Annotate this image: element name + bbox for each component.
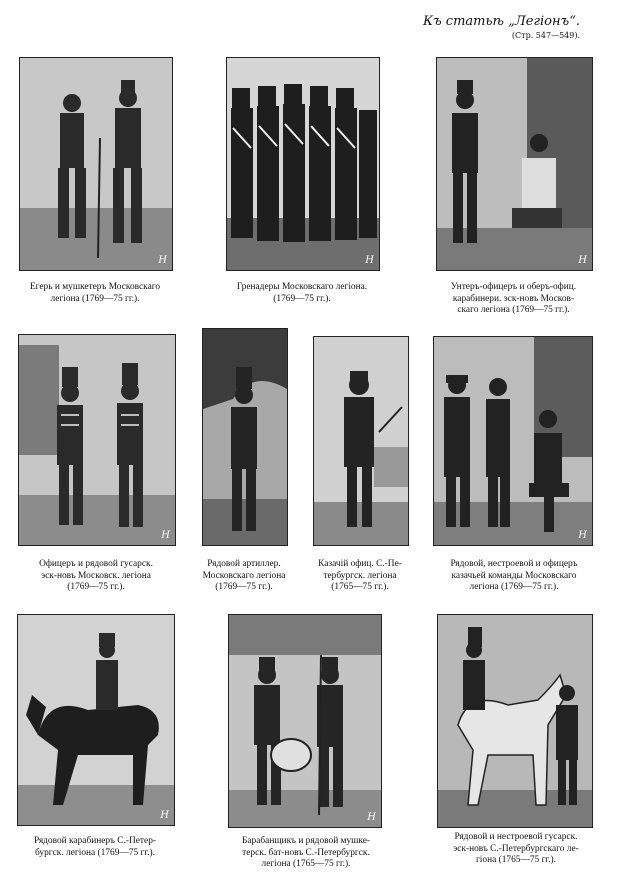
caption-line: (1769—75 гг.). xyxy=(273,293,331,304)
plate-image-1 xyxy=(19,57,173,271)
header-page-reference: (Стр. 547—549). xyxy=(511,31,580,40)
caption-line: эск-новъ С.-Петербургскаго ле- xyxy=(453,843,579,854)
caption-line: казачьей команды Московскаго xyxy=(451,570,577,581)
plate-monogram: Н xyxy=(161,530,170,541)
caption-line: Московскаго легіона xyxy=(202,570,286,581)
caption-line: Егерь и мушкетеръ Московскаго xyxy=(29,282,161,292)
plate-caption-7 xyxy=(426,559,602,594)
plate-caption-2 xyxy=(212,282,392,305)
plate-monogram: Н xyxy=(365,255,374,266)
plate-caption-10 xyxy=(428,832,604,867)
caption-line: Рядовой артиллер. xyxy=(207,559,281,569)
caption-line: Офицеръ и рядовой гусарск. xyxy=(39,559,153,569)
plate-monogram: Н xyxy=(578,530,587,541)
caption-line: легіона (1769—75 гг.). xyxy=(469,582,559,592)
caption-line: Казачій офиц. С.-Пе- xyxy=(318,559,402,569)
page-header xyxy=(423,14,580,41)
caption-line: легіона (1765—75 гг.). xyxy=(261,859,351,869)
caption-line: (1765—75 гг.). xyxy=(331,582,389,592)
plate-image-10 xyxy=(437,614,593,828)
plate-caption-4 xyxy=(8,559,184,594)
caption-line: карабинери. эск-новъ Москов- xyxy=(452,293,575,304)
plate-image-3 xyxy=(436,57,593,271)
caption-line: (1769—75 гг.). xyxy=(215,582,273,592)
caption-line: бургск. легіона (1769—75 гг.). xyxy=(35,847,155,858)
plate-caption-1 xyxy=(10,282,180,305)
caption-line: Унтеръ-офицеръ и оберъ-офиц. xyxy=(450,282,577,292)
caption-line: гіона (1765—75 гг.). xyxy=(475,855,557,865)
plate-caption-9 xyxy=(216,836,396,871)
plate-image-9 xyxy=(228,614,382,828)
caption-line: тербургск. легіона xyxy=(323,570,397,581)
plate-image-5 xyxy=(202,328,288,546)
plate-caption-3 xyxy=(426,282,601,317)
plate-monogram: Н xyxy=(158,255,167,266)
plate-image-2 xyxy=(226,57,380,271)
caption-line: скаго легіона (1769—75 гг.). xyxy=(457,305,570,315)
plate-image-4 xyxy=(18,334,176,546)
caption-line: Рядовой карабинеръ С.-Петер- xyxy=(33,836,157,846)
caption-line: Рядовой и нестроевой гусарск. xyxy=(454,832,578,842)
caption-line: Гренадеры Московскаго легіона. xyxy=(236,282,368,292)
plate-caption-6 xyxy=(300,559,420,594)
caption-line: терск. бат-новъ С.-Петербургск. xyxy=(242,847,370,858)
caption-line: Рядовой, нестроевой и офицеръ xyxy=(450,559,578,569)
plate-monogram: Н xyxy=(160,810,169,821)
caption-line: легіона (1769—75 гг.). xyxy=(50,293,140,304)
caption-line: (1769—75 гг.). xyxy=(67,582,125,592)
caption-line: Барабанщикъ и рядовой мушке- xyxy=(242,836,370,846)
plate-image-8 xyxy=(17,614,175,826)
plate-caption-8 xyxy=(6,836,184,859)
plate-monogram: Н xyxy=(578,255,587,266)
plate-image-6 xyxy=(313,336,409,546)
plate-monogram: Н xyxy=(367,812,376,823)
header-title: Къ статьѣ „Легіонъ“. xyxy=(422,14,580,29)
plate-caption-5 xyxy=(186,559,302,594)
caption-line: эск-новъ Московск. легіона xyxy=(41,570,151,581)
plate-image-7 xyxy=(433,336,593,546)
